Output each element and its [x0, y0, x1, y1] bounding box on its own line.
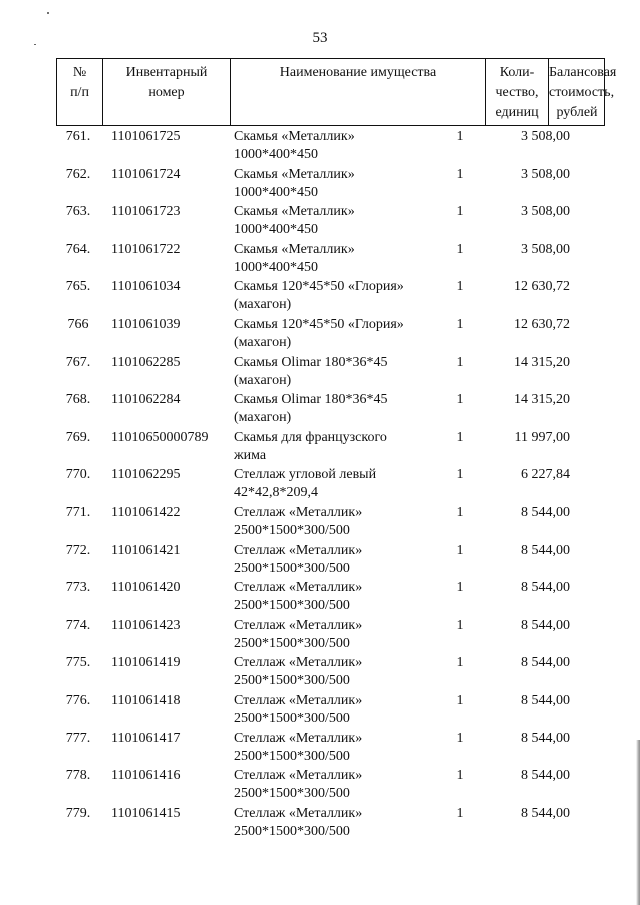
property-name [234, 466, 424, 502]
quantity: 1 [456, 805, 464, 821]
property-name-line: (махагон) [234, 334, 292, 350]
balance-cost: 8 544,00 [521, 655, 570, 671]
quantity: 1 [456, 354, 464, 370]
row-number: 763. [65, 204, 91, 220]
table-body [0, 127, 640, 841]
table-row [0, 578, 640, 616]
property-name-line: Стеллаж «Металлик» [234, 542, 363, 558]
property-name-line: (махагон) [234, 297, 292, 313]
table-row [0, 804, 640, 842]
balance-cost: 8 544,00 [521, 580, 570, 596]
property-name-line: 2500*1500*300/500 [234, 823, 350, 839]
property-name-line: Стеллаж «Металлик» [234, 692, 363, 708]
inventory-number: 1101061419 [111, 655, 181, 671]
balance-cost: 3 508,00 [521, 204, 570, 220]
table-row [0, 202, 640, 240]
property-name-line: Скамья «Металлик» [234, 166, 355, 182]
property-name-line: Стеллаж угловой левый [234, 467, 377, 483]
row-number: 768. [65, 392, 91, 408]
table-row [0, 315, 640, 353]
inventory-number: 1101061422 [111, 504, 181, 520]
balance-cost: 12 630,72 [514, 316, 570, 332]
balance-cost: 8 544,00 [521, 805, 570, 821]
balance-cost: 14 315,20 [514, 354, 570, 370]
property-name-line: Скамья «Металлик» [234, 204, 355, 220]
property-name [234, 504, 424, 540]
header-balance-cost [548, 59, 617, 125]
quantity: 1 [456, 429, 464, 445]
property-name-line: Стеллаж «Металлик» [234, 580, 363, 596]
property-name-line: Стеллаж «Металлик» [234, 655, 363, 671]
balance-cost: 8 544,00 [521, 768, 570, 784]
property-name [234, 767, 424, 803]
header-line: Наименование имущества [279, 65, 437, 80]
property-name-line: Стеллаж «Металлик» [234, 504, 363, 520]
property-name-line: 2500*1500*300/500 [234, 748, 350, 764]
row-number: 773. [65, 580, 91, 596]
balance-cost: 8 544,00 [521, 692, 570, 708]
quantity: 1 [456, 580, 464, 596]
row-number: 775. [65, 655, 91, 671]
quantity: 1 [456, 279, 464, 295]
property-name [234, 391, 424, 427]
table-row [0, 653, 640, 691]
table-row [0, 277, 640, 315]
row-number: 779. [65, 805, 91, 821]
quantity: 1 [456, 129, 464, 144]
property-name-line: Скамья 120*45*50 «Глория» [234, 316, 404, 332]
property-name-line: 1000*400*450 [234, 147, 318, 162]
property-name-line: Стеллаж «Металлик» [234, 617, 363, 633]
table-row [0, 766, 640, 804]
row-number: 772. [65, 542, 91, 558]
header-line: № [72, 65, 87, 80]
header-line: рублей [556, 105, 598, 120]
property-name-line: Скамья Olimar 180*36*45 [234, 392, 388, 408]
property-name-line: 2500*1500*300/500 [234, 673, 350, 689]
property-name [234, 617, 424, 653]
property-name [234, 278, 424, 314]
quantity: 1 [456, 692, 464, 708]
property-name-line: 2500*1500*300/500 [234, 786, 350, 802]
inventory-number: 1101061723 [111, 204, 181, 220]
header-line: Инвентарный [125, 65, 208, 80]
property-name-line: (махагон) [234, 372, 292, 388]
table-row [0, 691, 640, 729]
header-inventory-number [102, 59, 230, 125]
balance-cost: 8 544,00 [521, 617, 570, 633]
table-row [0, 428, 640, 466]
inventory-number: 1101061416 [111, 768, 181, 784]
property-name [234, 429, 424, 465]
inventory-number: 1101061034 [111, 279, 181, 295]
inventory-number: 1101062284 [111, 392, 181, 408]
property-name [234, 579, 424, 615]
property-name-line: Стеллаж «Металлик» [234, 730, 363, 746]
balance-cost: 6 227,84 [521, 467, 570, 483]
header-line: п/п [70, 85, 89, 100]
property-name [234, 692, 424, 728]
inventory-number: 1101061039 [111, 316, 181, 332]
quantity: 1 [456, 467, 464, 483]
scan-speck [47, 12, 49, 14]
row-number: 777. [65, 730, 91, 746]
header-line: номер [148, 85, 185, 100]
property-name-line: 1000*400*450 [234, 184, 318, 200]
property-name [234, 654, 424, 690]
property-name-line: (махагон) [234, 410, 292, 426]
property-name [234, 542, 424, 578]
table-row [0, 240, 640, 278]
inventory-number: 1101062295 [111, 467, 181, 483]
row-number: 778. [65, 768, 91, 784]
balance-cost: 8 544,00 [521, 504, 570, 520]
property-name [234, 203, 424, 239]
inventory-number: 1101061415 [111, 805, 181, 821]
page-number: 53 [312, 30, 328, 46]
row-number: 761. [65, 129, 91, 144]
balance-cost: 8 544,00 [521, 730, 570, 746]
table-row [0, 465, 640, 503]
property-name-line: 2500*1500*300/500 [234, 598, 350, 614]
property-name [234, 241, 424, 277]
quantity: 1 [456, 617, 464, 633]
row-number: 762. [65, 166, 91, 182]
table-row [0, 503, 640, 541]
property-name-line: 2500*1500*300/500 [234, 560, 350, 576]
inventory-number: 1101061423 [111, 617, 181, 633]
property-name [234, 730, 424, 766]
header-line: стоимость, [549, 85, 615, 100]
inventory-number: 1101061417 [111, 730, 181, 746]
property-name [234, 316, 424, 352]
property-name-line: 2500*1500*300/500 [234, 710, 350, 726]
property-name-line: 2500*1500*300/500 [234, 635, 350, 651]
inventory-number: 11010650000789 [111, 429, 209, 445]
quantity: 1 [456, 542, 464, 558]
table-row [0, 127, 640, 165]
quantity: 1 [456, 316, 464, 332]
balance-cost: 14 315,20 [514, 392, 570, 408]
property-name [234, 128, 424, 164]
header-line: единиц [495, 105, 539, 120]
row-number: 771. [65, 504, 91, 520]
balance-cost: 3 508,00 [521, 241, 570, 257]
inventory-number: 1101061420 [111, 580, 181, 596]
balance-cost: 12 630,72 [514, 279, 570, 295]
row-number: 764. [65, 241, 91, 257]
property-name-line: Скамья Olimar 180*36*45 [234, 354, 388, 370]
row-number: 767. [65, 354, 91, 370]
property-name [234, 354, 424, 390]
quantity: 1 [456, 655, 464, 671]
property-name-line: Скамья для французского [234, 429, 387, 445]
inventory-number: 1101061421 [111, 542, 181, 558]
table-row [0, 616, 640, 654]
header-line: чество, [495, 85, 539, 100]
property-name [234, 166, 424, 202]
property-name-line: Скамья «Металлик» [234, 241, 355, 257]
property-name [234, 805, 424, 841]
quantity: 1 [456, 768, 464, 784]
balance-cost: 11 997,00 [514, 429, 570, 445]
balance-cost: 8 544,00 [521, 542, 570, 558]
property-name-line: жима [234, 447, 267, 463]
header-number [57, 59, 102, 125]
inventory-number: 1101062285 [111, 354, 181, 370]
table-header [56, 58, 617, 126]
row-number: 770. [65, 467, 91, 483]
property-name-line: 1000*400*450 [234, 222, 318, 238]
property-name-line: Скамья 120*45*50 «Глория» [234, 279, 404, 295]
row-number: 774. [65, 617, 91, 633]
header-property-name [230, 59, 485, 125]
header-quantity [485, 59, 548, 125]
header-line: Коли- [499, 65, 535, 80]
table-row [0, 729, 640, 767]
quantity: 1 [456, 241, 464, 257]
quantity: 1 [456, 204, 464, 220]
quantity: 1 [456, 392, 464, 408]
inventory-number: 1101061724 [111, 166, 181, 182]
header-line: Балансовая [549, 65, 617, 80]
property-name-line: 2500*1500*300/500 [234, 522, 350, 538]
property-name-line: 42*42,8*209,4 [234, 485, 318, 501]
row-number: 766 [67, 316, 89, 332]
table-row [0, 541, 640, 579]
inventory-number: 1101061725 [111, 129, 181, 144]
inventory-number: 1101061722 [111, 241, 181, 257]
table-row [0, 390, 640, 428]
property-name-line: 1000*400*450 [234, 259, 318, 275]
quantity: 1 [456, 504, 464, 520]
property-name-line: Скамья «Металлик» [234, 129, 355, 144]
balance-cost: 3 508,00 [521, 166, 570, 182]
property-name-line: Стеллаж «Металлик» [234, 768, 363, 784]
balance-cost: 3 508,00 [521, 129, 570, 144]
quantity: 1 [456, 730, 464, 746]
row-number: 765. [65, 279, 91, 295]
row-number: 776. [65, 692, 91, 708]
property-name-line: Стеллаж «Металлик» [234, 805, 363, 821]
table-row [0, 165, 640, 203]
inventory-number: 1101061418 [111, 692, 181, 708]
quantity: 1 [456, 166, 464, 182]
row-number: 769. [65, 429, 91, 445]
table-row [0, 353, 640, 391]
